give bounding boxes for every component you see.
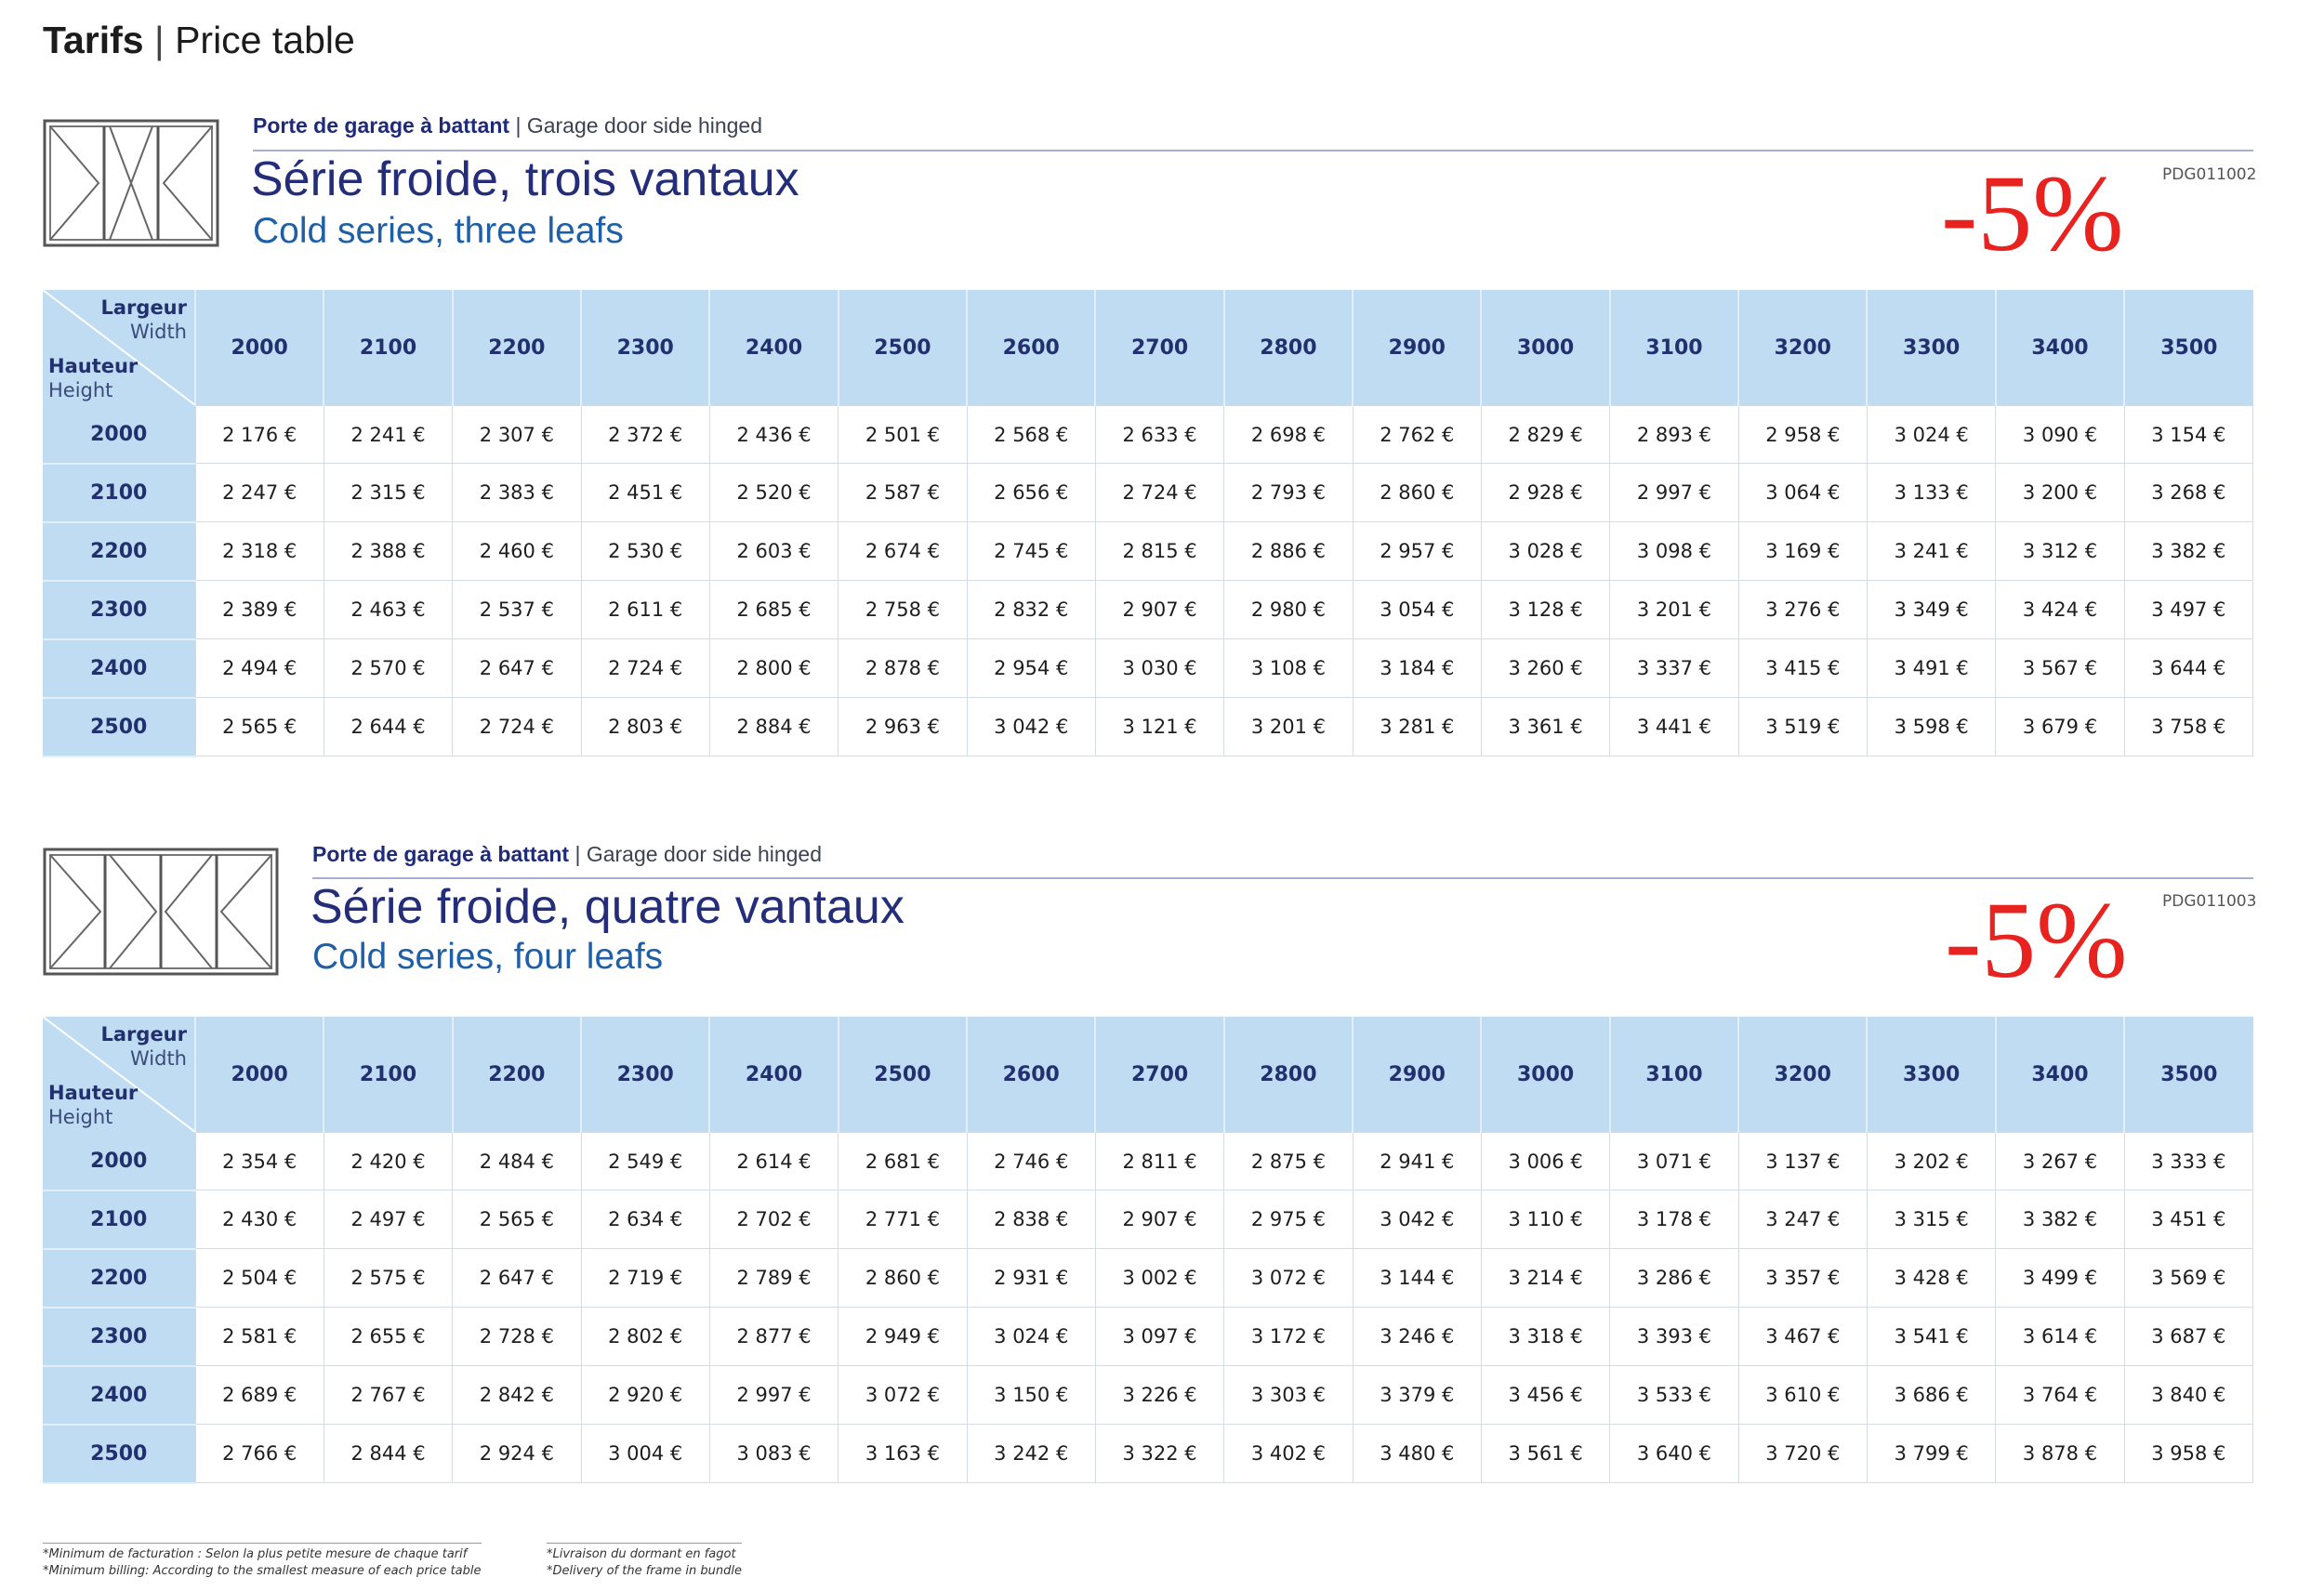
width-col-header: 3300 [1867, 1017, 1995, 1133]
price-cell: 2 315 € [324, 464, 452, 522]
price-cell: 3 312 € [1996, 522, 2124, 581]
price-cell: 2 728 € [453, 1308, 581, 1366]
price-cell: 2 875 € [1224, 1133, 1353, 1190]
price-cell: 2 842 € [453, 1366, 581, 1425]
price-cell: 3 441 € [1610, 698, 1738, 756]
width-col-header: 2900 [1353, 290, 1481, 406]
width-col-header: 2400 [709, 290, 838, 406]
price-cell: 2 838 € [967, 1190, 1095, 1249]
price-cell: 2 920 € [581, 1366, 709, 1425]
price-cell: 3 644 € [2124, 639, 2252, 698]
width-col-header: 3200 [1738, 1017, 1867, 1133]
width-col-header: 2500 [838, 1017, 967, 1133]
price-cell: 3 002 € [1095, 1249, 1223, 1308]
price-cell: 3 497 € [2124, 581, 2252, 639]
footnote-frame-delivery [547, 1543, 742, 1578]
price-cell: 2 565 € [453, 1190, 581, 1249]
price-cell: 3 064 € [1738, 464, 1867, 522]
price-cell: 2 565 € [195, 698, 324, 756]
price-cell: 3 281 € [1353, 698, 1481, 756]
price-cell: 3 610 € [1738, 1366, 1867, 1425]
width-col-header: 2100 [324, 290, 452, 406]
price-cell: 2 570 € [324, 639, 452, 698]
width-col-header: 2300 [581, 290, 709, 406]
price-cell: 2 383 € [453, 464, 581, 522]
price-cell: 3 133 € [1867, 464, 1995, 522]
height-label-fr: Hauteur [48, 354, 139, 377]
price-cell: 3 178 € [1610, 1190, 1738, 1249]
section-title-fr: Série froide, quatre vantaux [310, 880, 905, 934]
width-col-header: 2700 [1095, 1017, 1223, 1133]
section-title-fr: Série froide, trois vantaux [251, 152, 799, 206]
price-cell: 3 480 € [1353, 1425, 1481, 1483]
price-cell: 2 758 € [838, 581, 967, 639]
price-cell: 2 420 € [324, 1133, 452, 1190]
price-cell: 3 567 € [1996, 639, 2124, 698]
price-cell: 2 829 € [1481, 406, 1609, 464]
price-cell: 2 941 € [1353, 1133, 1481, 1190]
price-cell: 2 767 € [324, 1366, 452, 1425]
price-cell: 2 702 € [709, 1190, 838, 1249]
price-cell: 3 268 € [2124, 464, 2252, 522]
price-cell: 3 128 € [1481, 581, 1609, 639]
price-cell: 3 322 € [1095, 1425, 1223, 1483]
price-cell: 2 354 € [195, 1133, 324, 1190]
price-cell: 2 575 € [324, 1249, 452, 1308]
price-cell: 3 024 € [1867, 406, 1995, 464]
table-row [43, 1425, 2253, 1483]
width-col-header: 3300 [1867, 290, 1995, 406]
width-col-header: 2200 [453, 290, 581, 406]
price-cell: 2 463 € [324, 581, 452, 639]
height-label [48, 1081, 138, 1129]
price-cell: 2 581 € [195, 1308, 324, 1366]
price-cell: 2 656 € [967, 464, 1095, 522]
price-cell: 3 072 € [838, 1366, 967, 1425]
price-cell: 3 267 € [1996, 1133, 2124, 1190]
price-cell: 2 674 € [838, 522, 967, 581]
price-cell: 3 121 € [1095, 698, 1223, 756]
price-cell: 2 698 € [1224, 406, 1353, 464]
price-cell: 3 072 € [1224, 1249, 1353, 1308]
width-header-row [43, 1017, 2253, 1133]
width-col-header: 2000 [195, 290, 324, 406]
price-cell: 2 954 € [967, 639, 1095, 698]
price-cell: 2 884 € [709, 698, 838, 756]
price-cell: 2 958 € [1738, 406, 1867, 464]
price-cell: 2 811 € [1095, 1133, 1223, 1190]
price-cell: 2 949 € [838, 1308, 967, 1366]
price-cell: 3 042 € [967, 698, 1095, 756]
price-cell: 3 108 € [1224, 639, 1353, 698]
width-col-header: 2700 [1095, 290, 1223, 406]
price-cell: 2 766 € [195, 1425, 324, 1483]
price-cell: 2 877 € [709, 1308, 838, 1366]
price-cell: 2 878 € [838, 639, 967, 698]
price-cell: 3 640 € [1610, 1425, 1738, 1483]
price-cell: 2 771 € [838, 1190, 967, 1249]
price-cell: 3 097 € [1095, 1308, 1223, 1366]
price-cell: 3 202 € [1867, 1133, 1995, 1190]
four-leaf-door-icon [43, 848, 279, 976]
width-col-header: 3500 [2124, 290, 2252, 406]
price-cell: 3 054 € [1353, 581, 1481, 639]
height-label-en: Height [48, 1105, 113, 1128]
table-row [43, 1308, 2253, 1366]
width-col-header: 3100 [1610, 1017, 1738, 1133]
product-code: PDG011003 [2162, 892, 2257, 911]
discount-badge: -5% [1941, 152, 2124, 274]
price-cell: 2 614 € [709, 1133, 838, 1190]
price-cell: 3 303 € [1224, 1366, 1353, 1425]
price-cell: 2 793 € [1224, 464, 1353, 522]
price-cell: 2 907 € [1095, 581, 1223, 639]
width-col-header: 2200 [453, 1017, 581, 1133]
price-cell: 2 745 € [967, 522, 1095, 581]
price-cell: 3 415 € [1738, 639, 1867, 698]
price-cell: 3 424 € [1996, 581, 2124, 639]
width-col-header: 3100 [1610, 290, 1738, 406]
width-label [101, 296, 188, 344]
price-cell: 3 382 € [2124, 522, 2252, 581]
table-row [43, 1366, 2253, 1425]
price-cell: 3 024 € [967, 1308, 1095, 1366]
price-cell: 2 388 € [324, 522, 452, 581]
price-cell: 2 832 € [967, 581, 1095, 639]
footnote-minimum-billing [43, 1543, 482, 1578]
price-cell: 2 436 € [709, 406, 838, 464]
height-label [48, 354, 138, 402]
table-row [43, 1249, 2253, 1308]
price-cell: 2 247 € [195, 464, 324, 522]
price-cell: 2 484 € [453, 1133, 581, 1190]
section-title-en: Cold series, four leafs [312, 937, 664, 977]
price-cell: 3 333 € [2124, 1133, 2252, 1190]
price-cell: 3 357 € [1738, 1249, 1867, 1308]
page-title-separator: | [154, 19, 165, 61]
width-col-header: 2600 [967, 1017, 1095, 1133]
price-cell: 2 789 € [709, 1249, 838, 1308]
eyebrow-bold: Porte de garage à battant [312, 842, 570, 866]
width-col-header: 3400 [1996, 1017, 2124, 1133]
price-cell: 2 762 € [1353, 406, 1481, 464]
price-cell: 2 497 € [324, 1190, 452, 1249]
price-cell: 2 815 € [1095, 522, 1223, 581]
price-cell: 3 241 € [1867, 522, 1995, 581]
price-cell: 2 924 € [453, 1425, 581, 1483]
price-cell: 2 655 € [324, 1308, 452, 1366]
price-cell: 3 491 € [1867, 639, 1995, 698]
table-row [43, 581, 2253, 639]
price-cell: 3 428 € [1867, 1249, 1995, 1308]
price-cell: 3 878 € [1996, 1425, 2124, 1483]
table-corner [43, 290, 195, 406]
price-cell: 3 561 € [1481, 1425, 1609, 1483]
table-row [43, 406, 2253, 464]
price-cell: 3 758 € [2124, 698, 2252, 756]
price-cell: 3 569 € [2124, 1249, 2252, 1308]
price-cell: 3 541 € [1867, 1308, 1995, 1366]
price-cell: 2 530 € [581, 522, 709, 581]
price-cell: 3 110 € [1481, 1190, 1609, 1249]
price-cell: 3 226 € [1095, 1366, 1223, 1425]
price-cell: 2 634 € [581, 1190, 709, 1249]
price-cell: 3 098 € [1610, 522, 1738, 581]
price-cell: 3 214 € [1481, 1249, 1609, 1308]
price-cell: 3 598 € [1867, 698, 1995, 756]
table-row [43, 522, 2253, 581]
height-row-header: 2400 [43, 1366, 195, 1425]
price-cell: 2 520 € [709, 464, 838, 522]
price-cell: 2 176 € [195, 406, 324, 464]
price-cell: 2 241 € [324, 406, 452, 464]
price-cell: 2 611 € [581, 581, 709, 639]
width-label-fr: Largeur [100, 296, 187, 319]
price-cell: 2 549 € [581, 1133, 709, 1190]
price-cell: 2 681 € [838, 1133, 967, 1190]
price-cell: 2 685 € [709, 581, 838, 639]
price-cell: 3 315 € [1867, 1190, 1995, 1249]
price-cell: 2 975 € [1224, 1190, 1353, 1249]
price-cell: 2 800 € [709, 639, 838, 698]
price-cell: 2 719 € [581, 1249, 709, 1308]
width-col-header: 2000 [195, 1017, 324, 1133]
width-col-header: 2800 [1224, 1017, 1353, 1133]
price-cell: 2 494 € [195, 639, 324, 698]
price-cell: 3 004 € [581, 1425, 709, 1483]
price-cell: 2 372 € [581, 406, 709, 464]
section-title-en: Cold series, three leafs [253, 211, 624, 251]
price-cell: 2 504 € [195, 1249, 324, 1308]
height-row-header: 2300 [43, 581, 195, 639]
height-row-header: 2500 [43, 1425, 195, 1483]
table-corner [43, 1017, 195, 1133]
price-cell: 3 318 € [1481, 1308, 1609, 1366]
width-col-header: 2100 [324, 1017, 452, 1133]
table-row [43, 464, 2253, 522]
price-cell: 2 746 € [967, 1133, 1095, 1190]
price-cell: 3 150 € [967, 1366, 1095, 1425]
price-cell: 2 603 € [709, 522, 838, 581]
price-cell: 3 379 € [1353, 1366, 1481, 1425]
height-row-header: 2200 [43, 522, 195, 581]
height-label-fr: Hauteur [48, 1081, 139, 1104]
price-cell: 3 958 € [2124, 1425, 2252, 1483]
height-row-header: 2400 [43, 639, 195, 698]
height-row-header: 2500 [43, 698, 195, 756]
price-cell: 3 382 € [1996, 1190, 2124, 1249]
price-cell: 3 169 € [1738, 522, 1867, 581]
price-cell: 3 402 € [1224, 1425, 1353, 1483]
price-cell: 2 633 € [1095, 406, 1223, 464]
price-cell: 3 337 € [1610, 639, 1738, 698]
discount-badge: -5% [1945, 879, 2128, 1001]
width-col-header: 3500 [2124, 1017, 2252, 1133]
width-label-fr: Largeur [100, 1023, 187, 1045]
price-cell: 3 361 € [1481, 698, 1609, 756]
price-cell: 3 184 € [1353, 639, 1481, 698]
price-cell: 2 803 € [581, 698, 709, 756]
price-cell: 2 307 € [453, 406, 581, 464]
table-row [43, 639, 2253, 698]
price-cell: 3 154 € [2124, 406, 2252, 464]
price-cell: 3 172 € [1224, 1308, 1353, 1366]
page-title [43, 19, 355, 62]
price-cell: 3 083 € [709, 1425, 838, 1483]
price-cell: 3 799 € [1867, 1425, 1995, 1483]
price-cell: 3 840 € [2124, 1366, 2252, 1425]
width-label-en: Width [129, 321, 187, 343]
width-col-header: 2600 [967, 290, 1095, 406]
price-cell: 3 686 € [1867, 1366, 1995, 1425]
price-cell: 3 090 € [1996, 406, 2124, 464]
price-cell: 2 860 € [1353, 464, 1481, 522]
price-cell: 2 963 € [838, 698, 967, 756]
page-title-bold: Tarifs [43, 19, 144, 61]
height-row-header: 2100 [43, 1190, 195, 1249]
height-row-header: 2100 [43, 464, 195, 522]
width-col-header: 3000 [1481, 290, 1609, 406]
width-col-header: 3200 [1738, 290, 1867, 406]
price-cell: 3 071 € [1610, 1133, 1738, 1190]
price-cell: 3 533 € [1610, 1366, 1738, 1425]
table-row [43, 698, 2253, 756]
price-cell: 2 997 € [1610, 464, 1738, 522]
width-col-header: 3000 [1481, 1017, 1609, 1133]
price-cell: 3 006 € [1481, 1133, 1609, 1190]
price-cell: 3 286 € [1610, 1249, 1738, 1308]
price-cell: 2 430 € [195, 1190, 324, 1249]
price-table [43, 290, 2253, 757]
price-cell: 2 647 € [453, 1249, 581, 1308]
price-cell: 3 042 € [1353, 1190, 1481, 1249]
price-cell: 2 802 € [581, 1308, 709, 1366]
table-row [43, 1190, 2253, 1249]
price-cell: 3 451 € [2124, 1190, 2252, 1249]
product-code: PDG011002 [2162, 165, 2257, 184]
width-header-row [43, 290, 2253, 406]
price-cell: 2 931 € [967, 1249, 1095, 1308]
price-cell: 3 247 € [1738, 1190, 1867, 1249]
three-leaf-door-icon [43, 119, 219, 247]
price-cell: 2 957 € [1353, 522, 1481, 581]
footnote-fr: *Livraison du dormant en fagot [547, 1543, 742, 1561]
price-cell: 3 137 € [1738, 1133, 1867, 1190]
price-cell: 2 647 € [453, 639, 581, 698]
price-cell: 2 537 € [453, 581, 581, 639]
height-row-header: 2000 [43, 1133, 195, 1190]
eyebrow-rest: | Garage door side hinged [515, 113, 763, 138]
price-cell: 3 499 € [1996, 1249, 2124, 1308]
price-cell: 2 860 € [838, 1249, 967, 1308]
price-cell: 2 907 € [1095, 1190, 1223, 1249]
price-cell: 2 724 € [453, 698, 581, 756]
price-cell: 2 460 € [453, 522, 581, 581]
price-cell: 3 679 € [1996, 698, 2124, 756]
price-cell: 3 242 € [967, 1425, 1095, 1483]
price-cell: 3 260 € [1481, 639, 1609, 698]
width-label [101, 1022, 188, 1071]
footnote-en: *Delivery of the frame in bundle [547, 1564, 742, 1578]
width-col-header: 2900 [1353, 1017, 1481, 1133]
price-cell: 3 687 € [2124, 1308, 2252, 1366]
width-label-en: Width [129, 1047, 187, 1070]
price-cell: 2 980 € [1224, 581, 1353, 639]
eyebrow-bold: Porte de garage à battant [253, 113, 510, 138]
price-cell: 3 393 € [1610, 1308, 1738, 1366]
price-cell: 3 144 € [1353, 1249, 1481, 1308]
width-col-header: 3400 [1996, 290, 2124, 406]
price-cell: 2 689 € [195, 1366, 324, 1425]
price-cell: 3 276 € [1738, 581, 1867, 639]
section-eyebrow [253, 113, 762, 138]
price-table [43, 1017, 2253, 1484]
footnote-en: *Minimum billing: According to the smallest measure of each price table [43, 1564, 482, 1578]
price-cell: 2 644 € [324, 698, 452, 756]
price-cell: 3 614 € [1996, 1308, 2124, 1366]
price-cell: 2 724 € [581, 639, 709, 698]
width-col-header: 2300 [581, 1017, 709, 1133]
price-cell: 3 349 € [1867, 581, 1995, 639]
price-cell: 3 246 € [1353, 1308, 1481, 1366]
height-row-header: 2300 [43, 1308, 195, 1366]
height-row-header: 2000 [43, 406, 195, 464]
price-cell: 2 451 € [581, 464, 709, 522]
price-cell: 2 568 € [967, 406, 1095, 464]
price-cell: 2 997 € [709, 1366, 838, 1425]
price-cell: 2 928 € [1481, 464, 1609, 522]
price-cell: 3 764 € [1996, 1366, 2124, 1425]
height-label-en: Height [48, 378, 113, 401]
price-cell: 2 587 € [838, 464, 967, 522]
price-cell: 2 724 € [1095, 464, 1223, 522]
price-cell: 2 501 € [838, 406, 967, 464]
price-cell: 2 318 € [195, 522, 324, 581]
page-title-rest: Price table [175, 19, 355, 61]
width-col-header: 2500 [838, 290, 967, 406]
price-cell: 3 467 € [1738, 1308, 1867, 1366]
width-col-header: 2800 [1224, 290, 1353, 406]
price-cell: 3 028 € [1481, 522, 1609, 581]
width-col-header: 2400 [709, 1017, 838, 1133]
price-cell: 3 200 € [1996, 464, 2124, 522]
price-cell: 3 519 € [1738, 698, 1867, 756]
price-cell: 3 201 € [1610, 581, 1738, 639]
price-cell: 3 201 € [1224, 698, 1353, 756]
price-cell: 3 456 € [1481, 1366, 1609, 1425]
height-row-header: 2200 [43, 1249, 195, 1308]
price-cell: 2 886 € [1224, 522, 1353, 581]
price-cell: 2 389 € [195, 581, 324, 639]
price-cell: 2 844 € [324, 1425, 452, 1483]
price-cell: 3 720 € [1738, 1425, 1867, 1483]
price-cell: 2 893 € [1610, 406, 1738, 464]
price-cell: 3 163 € [838, 1425, 967, 1483]
table-row [43, 1133, 2253, 1190]
price-cell: 3 030 € [1095, 639, 1223, 698]
footnote-fr: *Minimum de facturation : Selon la plus petite mesure de chaque tarif [43, 1543, 482, 1561]
eyebrow-rest: | Garage door side hinged [574, 842, 823, 866]
section-eyebrow [312, 842, 822, 867]
